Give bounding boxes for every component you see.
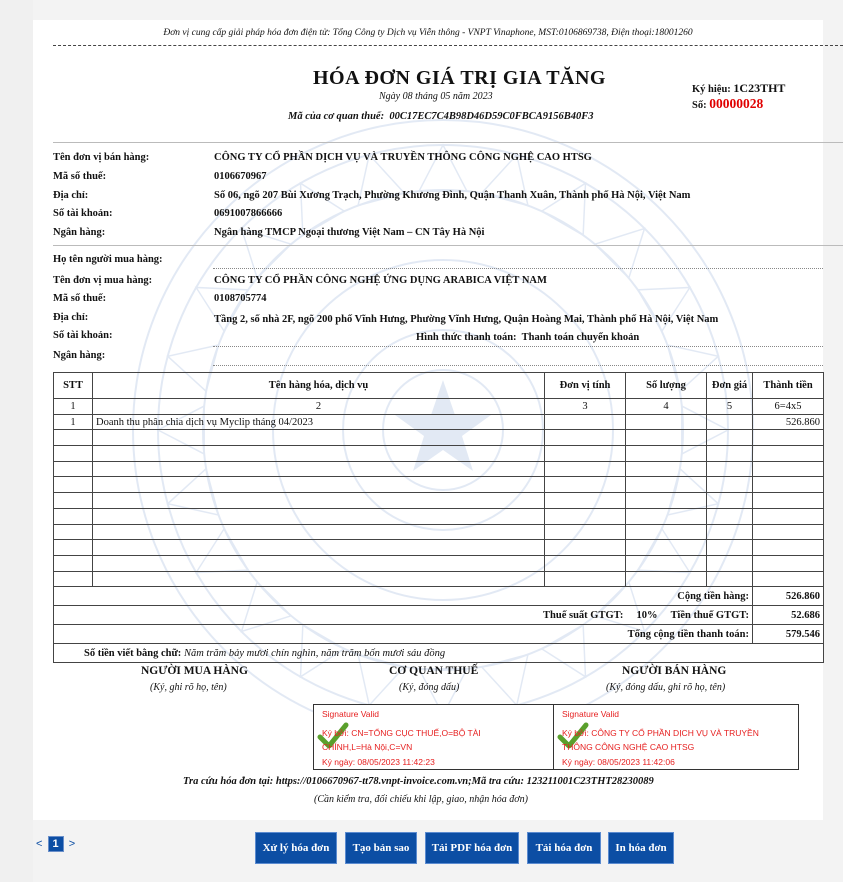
- table-header-row: [54, 373, 824, 399]
- serial: [692, 81, 785, 96]
- header-divider: [53, 142, 843, 143]
- seller-sign-sub: (Ký, đóng dấu, ghi rõ họ, tên): [606, 682, 726, 693]
- vat-cell: [54, 606, 753, 625]
- total-value: 579.546: [753, 625, 824, 644]
- subtotal-value: 526.860: [753, 587, 824, 606]
- empty-row: [54, 446, 824, 462]
- header-item-name: Tên hàng hóa, dịch vụ: [93, 373, 545, 399]
- process-invoice-button[interactable]: Xử lý hóa đơn: [255, 832, 337, 864]
- subtotal-row: [54, 587, 824, 606]
- buyer-person-dots: [213, 268, 823, 269]
- empty-row: [54, 540, 824, 556]
- seller-sig-date: Ký ngày: 08/05/2023 11:42:06: [562, 757, 675, 767]
- create-copy-button[interactable]: Tạo bản sao: [345, 832, 417, 864]
- in-words-cell: [54, 644, 824, 663]
- seller-account-label: Số tài khoản:: [53, 208, 113, 219]
- seller-signature-box: [553, 704, 799, 770]
- payment-method: [416, 332, 639, 343]
- buyer-name: CÔNG TY CỔ PHẦN CÔNG NGHỆ ỨNG DỤNG ARABICA VIỆT NAM: [214, 275, 547, 286]
- buyer-sign-sub: (Ký, ghi rõ họ, tên): [150, 682, 227, 693]
- serial-value: 1C23THT: [733, 81, 786, 95]
- authority-sign-title: CƠ QUAN THUẾ: [389, 665, 479, 677]
- seller-name-label: Tên đơn vị bán hàng:: [53, 152, 150, 163]
- tax-authority-code-label: Mã của cơ quan thuế:: [288, 111, 385, 122]
- payment-value: Thanh toán chuyển khoản: [521, 332, 640, 343]
- row-stt: 1: [54, 414, 93, 430]
- row-item-name: Doanh thu phân chia dịch vụ Myclip tháng 04/2023: [93, 414, 545, 430]
- buyer-sign-title: NGƯỜI MUA HÀNG: [141, 665, 248, 677]
- empty-row: [54, 430, 824, 446]
- buyer-tax-label: Mã số thuế:: [53, 293, 107, 304]
- seller-bank: Ngân hàng TMCP Ngoại thương Việt Nam – CN Tây Hà Nội: [214, 227, 485, 238]
- seller-sig-line1: Ký bởi: CÔNG TY CỔ PHẦN DỊCH VỤ VÀ TRUYỀN: [562, 728, 759, 738]
- pager-prev[interactable]: <: [36, 838, 43, 850]
- authority-sig-status: Signature Valid: [322, 709, 380, 719]
- vat-rate: 10%: [636, 609, 658, 621]
- empty-row: [54, 571, 824, 587]
- header-quantity: Số lượng: [626, 373, 707, 399]
- pager: [36, 836, 75, 852]
- index-cell: 6=4x5: [753, 399, 824, 415]
- empty-row: [54, 477, 824, 493]
- row-quantity: [626, 414, 707, 430]
- seller-tax-label: Mã số thuế:: [53, 171, 107, 182]
- download-invoice-button[interactable]: Tải hóa đơn: [527, 832, 601, 864]
- tax-authority-code-value: 00C17EC7C4B98D46D59C0FBCA9156B40F3: [389, 111, 594, 122]
- total-row: [54, 625, 824, 644]
- seller-address: Số 06, ngõ 207 Bùi Xương Trạch, Phường Khương Đình, Quận Thanh Xuân, Thành phố Hà Nội, Việt Nam: [214, 190, 691, 201]
- authority-sig-line1: Ký bởi: CN=TỔNG CỤC THUẾ,O=BỘ TÀI: [322, 728, 481, 738]
- vat-rate-label: Thuế suất GTGT:: [543, 609, 624, 621]
- authority-sig-line2: CHÍNH,L=Hà Nội,C=VN: [322, 742, 413, 752]
- header-unit-price: Đơn giá: [707, 373, 753, 399]
- empty-row: [54, 461, 824, 477]
- empty-row: [54, 524, 824, 540]
- seller-bank-label: Ngân hàng:: [53, 227, 106, 238]
- payment-label: Hình thức thanh toán:: [416, 332, 517, 343]
- invoice-date: Ngày 08 tháng 05 năm 2023: [379, 91, 493, 102]
- provider-note: Đơn vị cung cấp giải pháp hóa đơn điện tử: Tổng Công ty Dịch vụ Viễn thông - VNPT Vinaphone, MST:0106869738, Điện thoại:18001260: [163, 28, 693, 38]
- left-scroll-gutter: [0, 0, 33, 882]
- empty-row: [54, 555, 824, 571]
- empty-row: [54, 493, 824, 509]
- seller-sig-status: Signature Valid: [562, 709, 620, 719]
- index-cell: 1: [54, 399, 93, 415]
- seller-divider: [53, 245, 843, 246]
- vat-amount: 52.686: [753, 606, 824, 625]
- table-index-row: [54, 399, 824, 415]
- tax-authority-code: [288, 111, 594, 122]
- index-cell: 2: [93, 399, 545, 415]
- authority-sign-sub: (Ký, đóng dấu): [399, 682, 460, 693]
- authority-signature-box: [313, 704, 559, 770]
- in-words-value: Năm trăm bảy mươi chín nghìn, năm trăm bốn mươi sáu đồng: [183, 647, 446, 659]
- header-stt: STT: [54, 373, 93, 399]
- row-amount: 526.860: [753, 414, 824, 430]
- print-invoice-button[interactable]: In hóa đơn: [608, 832, 674, 864]
- top-dash-divider: [53, 45, 843, 46]
- empty-row: [54, 508, 824, 524]
- row-unit-price: [707, 414, 753, 430]
- subtotal-label: Cộng tiền hàng:: [54, 587, 753, 606]
- buyer-bank-label: Ngân hàng:: [53, 350, 106, 361]
- buyer-account-label: Số tài khoản:: [53, 330, 113, 341]
- buyer-address: Tầng 2, số nhà 2F, ngõ 200 phố Vĩnh Hưng, Phường Vĩnh Hưng, Quận Hoàng Mai, Thành phố Hà Nội, Việt Nam: [214, 314, 719, 325]
- vat-amount-label: Tiền thuế GTGT:: [670, 609, 749, 621]
- buyer-person-label: Họ tên người mua hàng:: [53, 254, 163, 265]
- invoice-paper: [33, 20, 823, 820]
- seller-address-label: Địa chỉ:: [53, 190, 89, 201]
- buyer-name-label: Tên đơn vị mua hàng:: [53, 275, 153, 286]
- index-cell: 4: [626, 399, 707, 415]
- invoice-title: HÓA ĐƠN GIÁ TRỊ GIA TĂNG: [313, 67, 606, 89]
- seller-sig-line2: THÔNG CÔNG NGHỆ CAO HTSG: [562, 742, 695, 752]
- in-words-label: Số tiền viết bằng chữ:: [84, 647, 182, 659]
- lookup-note: (Cần kiểm tra, đối chiếu khi lập, giao, nhận hóa đơn): [314, 794, 528, 805]
- table-row: [54, 414, 824, 430]
- download-pdf-button[interactable]: Tải PDF hóa đơn: [425, 832, 519, 864]
- buyer-tax: 0108705774: [214, 293, 267, 304]
- row-unit: [545, 414, 626, 430]
- index-cell: 5: [707, 399, 753, 415]
- total-label: Tổng cộng tiền thanh toán:: [54, 625, 753, 644]
- invoice-number-value: 00000028: [709, 96, 764, 111]
- pager-next[interactable]: >: [68, 838, 76, 850]
- lookup-text: Tra cứu hóa đơn tại: https://0106670967-tt78.vnpt-invoice.com.vn;Mã tra cứu: 123211001C23THT28230089: [183, 776, 654, 787]
- seller-account: 0691007866666: [214, 208, 283, 219]
- buyer-account-dots: [213, 346, 823, 347]
- authority-sig-date: Ký ngày: 08/05/2023 11:42:23: [322, 757, 435, 767]
- buyer-bank-dots: [213, 365, 823, 366]
- seller-tax: 0106670967: [214, 171, 267, 182]
- index-cell: 3: [545, 399, 626, 415]
- seller-name: CÔNG TY CỔ PHẦN DỊCH VỤ VÀ TRUYỀN THÔNG CÔNG NGHỆ CAO HTSG: [214, 152, 592, 163]
- vat-row: [54, 606, 824, 625]
- invoice-number: [692, 96, 763, 112]
- header-unit: Đơn vị tính: [545, 373, 626, 399]
- seller-sign-title: NGƯỜI BÁN HÀNG: [622, 665, 727, 677]
- pager-current[interactable]: 1: [48, 836, 64, 852]
- invoice-number-label: Số:: [692, 100, 707, 111]
- in-words-row: [54, 644, 824, 663]
- items-table: [53, 372, 824, 663]
- serial-label: Ký hiệu:: [692, 84, 731, 95]
- buyer-address-label: Địa chỉ:: [53, 312, 89, 323]
- header-amount: Thành tiền: [753, 373, 824, 399]
